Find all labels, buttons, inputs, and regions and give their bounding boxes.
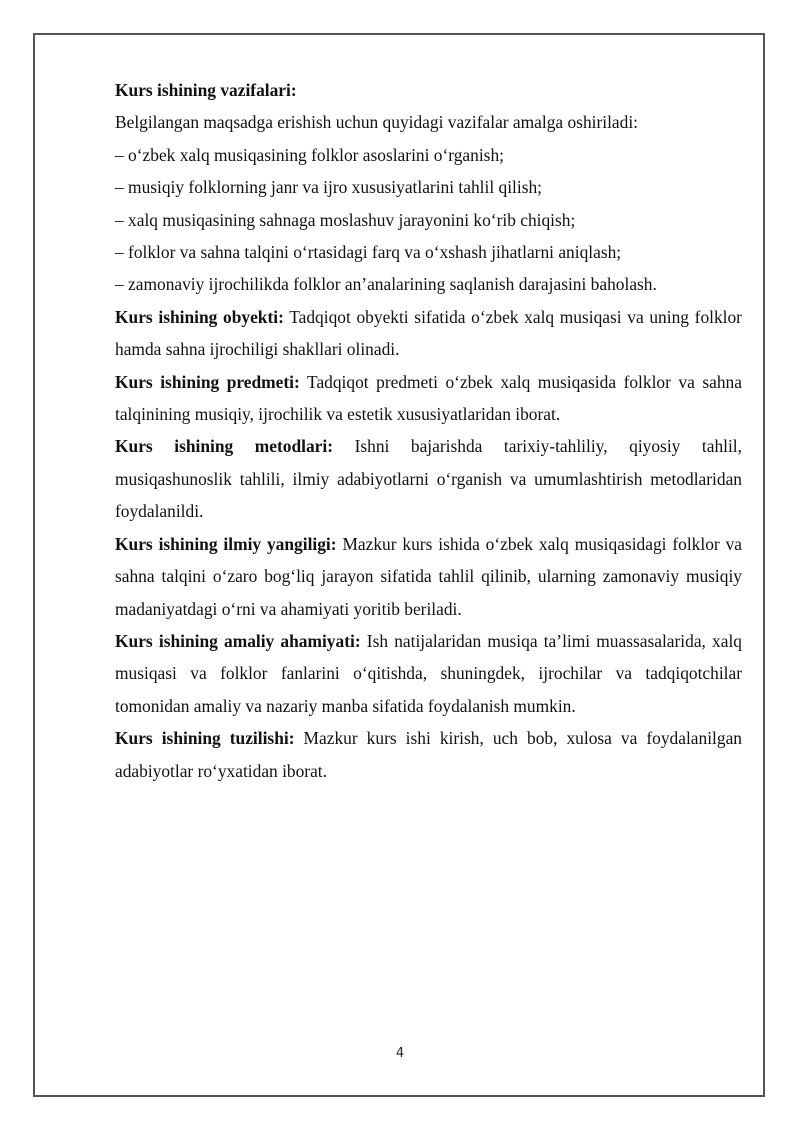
- section-structure: [115, 722, 742, 787]
- section-text: Ishni bajarishda tarixiy-tahliliy, qiyosiy tahlil, musiqashunoslik tahlili, ilmiy adabiyotlarni o‘rganish va umumlashtirish metodlaridan foydalanildi.: [115, 436, 742, 522]
- section-practical-significance: [115, 625, 742, 722]
- task-item: – zamonaviy ijrochilikda folklor an’analarining saqlanish darajasini baholash.: [115, 274, 657, 295]
- page-number: 4: [395, 1046, 405, 1061]
- section-heading: Kurs ishining amaliy ahamiyati:: [115, 630, 361, 651]
- tasks-heading: Kurs ishining vazifalari:: [115, 80, 297, 100]
- section-object: [115, 301, 742, 366]
- section-heading: Kurs ishining obyekti:: [115, 306, 284, 327]
- task-item: – o‘zbek xalq musiqasining folklor asoslarini o‘rganish;: [115, 144, 504, 165]
- section-novelty: [115, 528, 742, 625]
- section-subject: [115, 366, 742, 431]
- task-item: – musiqiy folklorning janr va ijro xususiyatlarini tahlil qilish;: [115, 177, 542, 198]
- section-text: Ish natijalaridan musiqa ta’limi muassasalarida, xalq musiqasi va folklor fanlarini o‘qitishda, shuningdek, ijrochilar va tadqiqotchilar tomonidan amaliy va nazariy manba sifatida foydalanish mumkin.: [115, 630, 742, 716]
- section-heading: Kurs ishining ilmiy yangiligi:: [115, 533, 337, 554]
- section-heading: Kurs ishining metodlari:: [115, 436, 333, 457]
- section-heading: Kurs ishining tuzilishi:: [115, 728, 295, 749]
- tasks-intro: Belgilangan maqsadga erishish uchun quyidagi vazifalar amalga oshiriladi:: [115, 112, 639, 133]
- document-body: [115, 74, 742, 787]
- section-text: Mazkur kurs ishida o‘zbek xalq musiqasidagi folklor va sahna talqini o‘zaro bog‘liq jarayon sifatida tahlil qilinib, ularning zamonaviy musiqiy madaniyatdagi o‘rni va ahamiyati yoritib beriladi.: [115, 533, 742, 619]
- task-item: – xalq musiqasining sahnaga moslashuv jarayonini ko‘rib chiqish;: [115, 209, 576, 230]
- section-text: Tadqiqot predmeti o‘zbek xalq musiqasida folklor va sahna talqinining musiqiy, ijrochilik va estetik xususiyatlaridan iborat.: [115, 371, 742, 425]
- section-methods: [115, 430, 742, 527]
- tasks-list: [115, 139, 742, 301]
- section-heading: Kurs ishining predmeti:: [115, 371, 300, 392]
- task-item: – folklor va sahna talqini o‘rtasidagi farq va o‘xshash jihatlarni aniqlash;: [115, 242, 622, 263]
- section-text: Mazkur kurs ishi kirish, uch bob, xulosa va foydalanilgan adabiyotlar ro‘yxatidan iborat.: [115, 728, 742, 781]
- section-text: Tadqiqot obyekti sifatida o‘zbek xalq musiqasi va uning folklor hamda sahna ijrochiligi shakllari olinadi.: [115, 306, 742, 360]
